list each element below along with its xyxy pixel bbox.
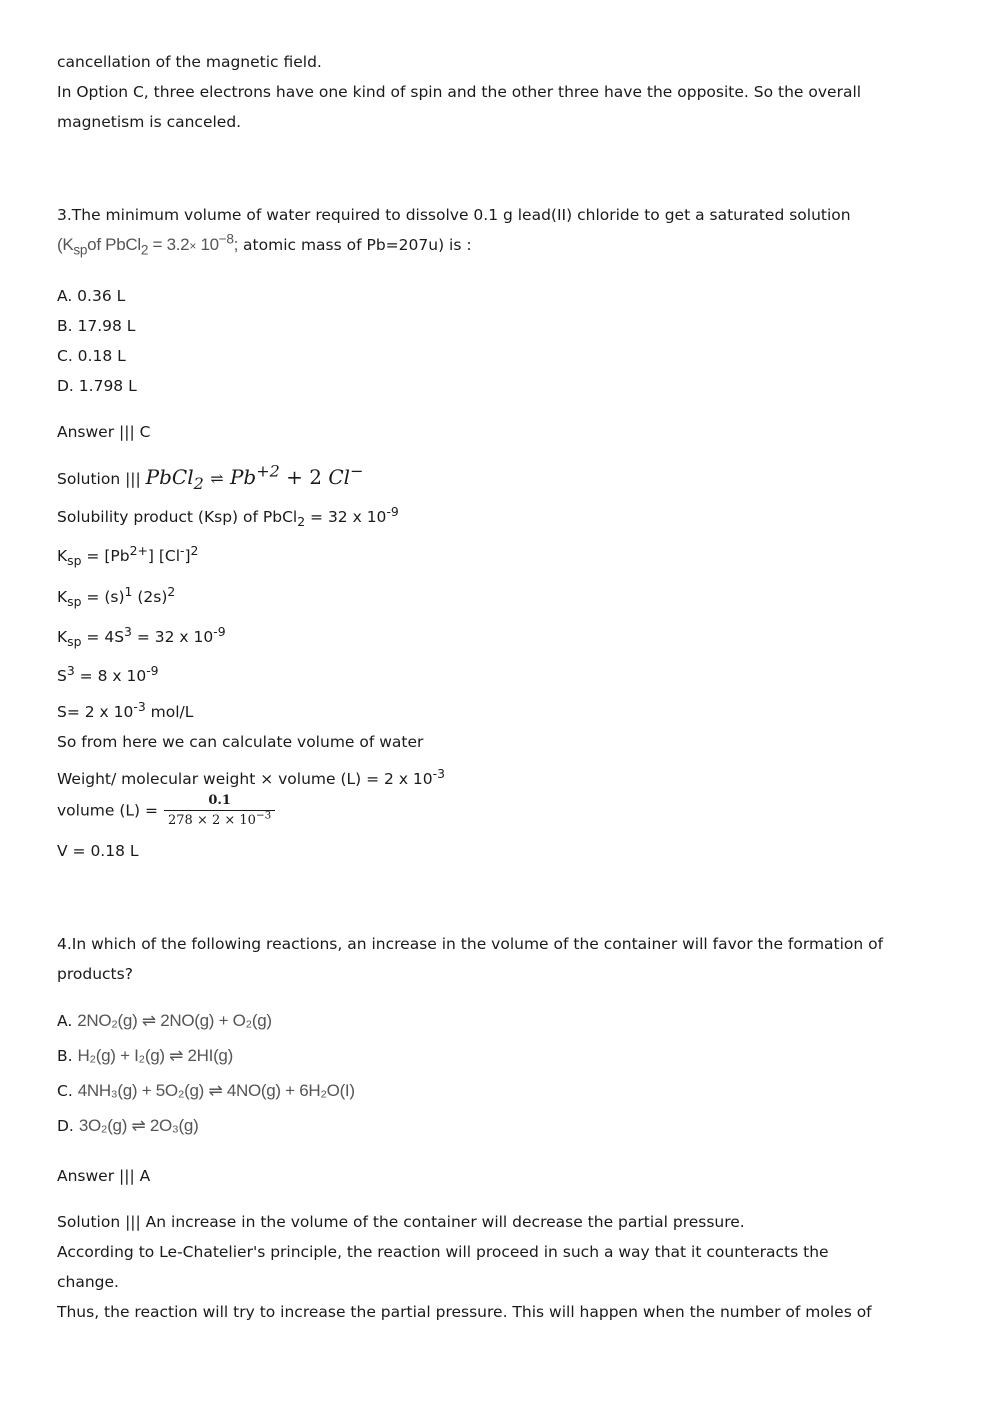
q3-option-d: D. 1.798 L (57, 377, 137, 395)
q3-step-volume-fraction: volume (L) = $\frac{0.1}{278 \times 2 \times 10^{-3}}$ (57, 793, 275, 828)
q3-ksp-expression: ($K_{sp}of$ PbCl$_2$ = $3.2\times 10^{-8}$; (57, 231, 239, 258)
q3-step-s-value: S= 2 x $10^{-3}$ mol/L (57, 698, 194, 721)
fraction: $\frac{0.1}{278 \times 2 \times 10^{-3}}$ (164, 793, 275, 828)
q4-solution-line-4: Thus, the reaction will try to increase the partial pressure. This will happen when the number of moles of (57, 1303, 872, 1321)
q3-question-line-2: ($K_{sp}of$ PbCl$_2$ = $3.2\times 10^{-8}$; atomic mass of Pb=207u) is : (57, 231, 472, 258)
q3-option-b: B. 17.98 L (57, 317, 136, 335)
q4-option-a: A. 2NO₂(g) ⇌ 2NO(g) + O₂(g) (57, 1011, 272, 1030)
q3-step-final-volume: V = 0.18 L (57, 842, 139, 860)
q4-question-line-2: products? (57, 965, 133, 983)
q4-solution-line-2: According to Le-Chatelier's principle, the reaction will proceed in such a way that it counteracts the (57, 1243, 829, 1261)
q4-option-c: C. 4NH₃(g) + 5O₂(g) ⇌ 4NO(g) + 6H₂O(I) (57, 1081, 355, 1100)
q3-step-ksp-solubility: $K_{sp} = (s)^1$ $(2s)^2$ (57, 583, 176, 610)
q4-solution-line-3: change. (57, 1273, 119, 1291)
intro-line-3: magnetism is canceled. (57, 113, 242, 131)
intro-line-1: cancellation of the magnetic field. (57, 53, 322, 71)
q4-solution-line-1: Solution ||| An increase in the volume of the container will decrease the partial pressure. (57, 1213, 745, 1231)
q3-step-s-cubed: $S^3 = 8$ x $10^{-9}$ (57, 662, 159, 685)
q4-question-line-1: 4.In which of the following reactions, an increase in the volume of the container will favor the formation of (57, 935, 884, 953)
q3-question-line-1: 3.The minimum volume of water required to dissolve 0.1 g lead(II) chloride to get a saturated solution (57, 206, 851, 224)
q3-option-c: C. 0.18 L (57, 347, 126, 365)
q3-step-ksp-definition: Solubility product (Ksp) of PbCl$_2$ = 32 x $10^{-9}$ (57, 503, 399, 530)
q3-solution-equation: Solution ||| PbCl$_2$ ⇌ $Pb^{+2} + 2$ Cl− (57, 461, 364, 493)
intro-line-2: In Option C, three electrons have one kind of spin and the other three have the opposite. So the overall (57, 83, 862, 101)
q3-step-weight-relation: Weight/ molecular weight × volume (L) = 2 x $10^{-3}$ (57, 765, 446, 788)
q3-answer: Answer ||| C (57, 423, 151, 441)
q3-step-ksp-value: $K_{sp} = 4S^3 = 32$ x $10^{-9}$ (57, 623, 226, 650)
q3-step-volume-intro: So from here we can calculate volume of water (57, 733, 424, 751)
q3-step-ksp-expression: $K_{sp} = [Pb^{2+}]$ $[Cl^-]^2$ (57, 542, 199, 569)
q4-option-b: B. H₂(g) + I₂(g) ⇌ 2HI(g) (57, 1046, 233, 1065)
q4-option-d: D. 3O₂(g) ⇌ 2O₃(g) (57, 1116, 199, 1135)
q3-option-a: A. 0.36 L (57, 287, 126, 305)
q4-answer: Answer ||| A (57, 1167, 151, 1185)
